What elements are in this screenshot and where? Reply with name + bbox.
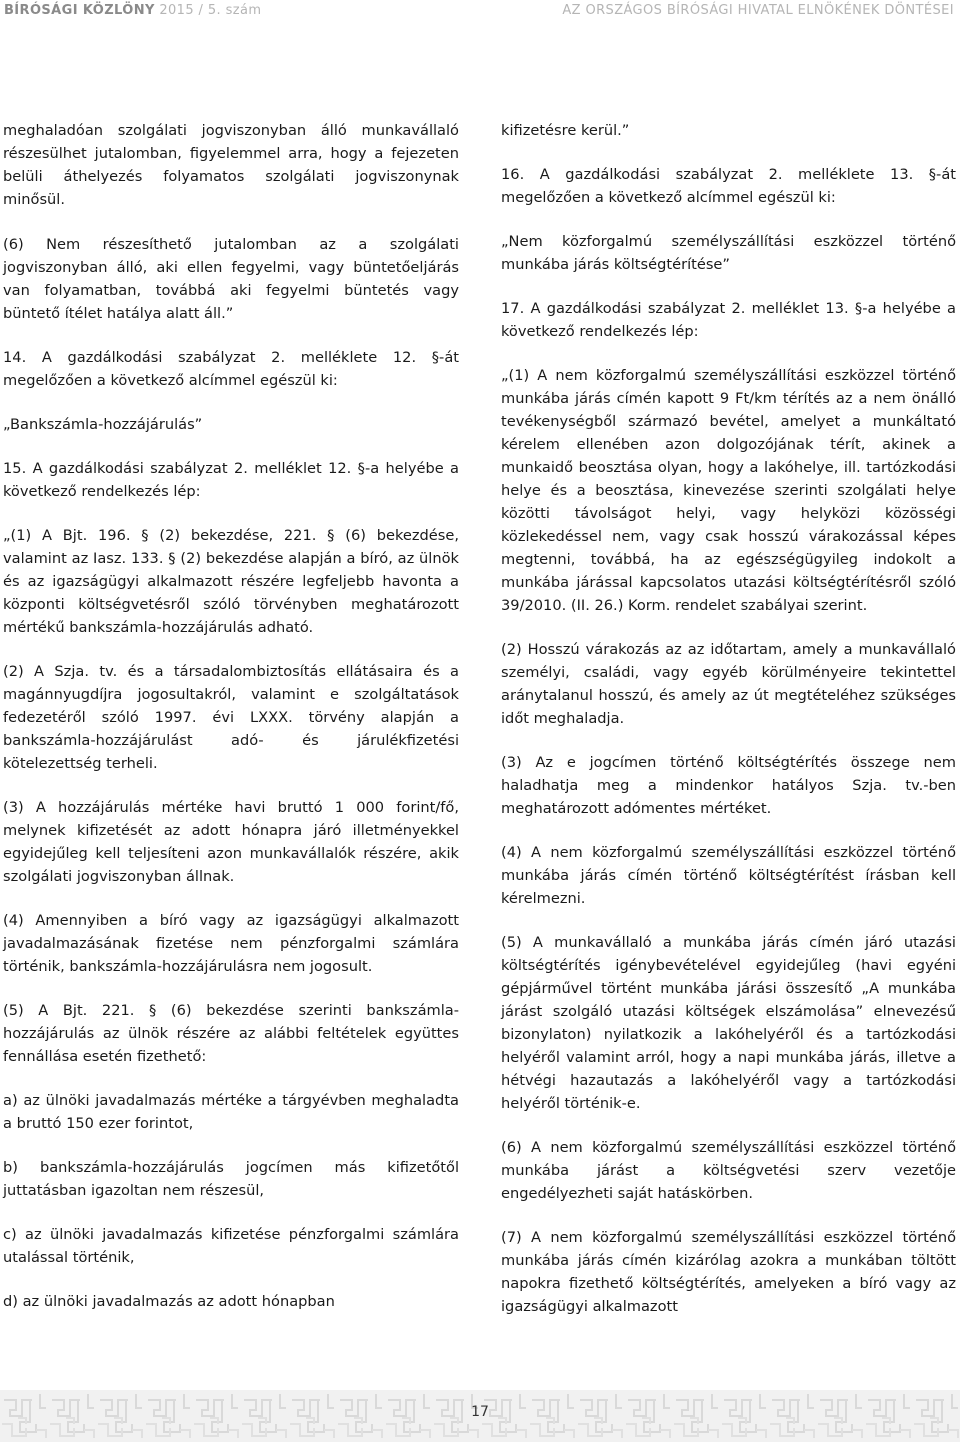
page-header — [0, 0, 960, 26]
paragraph: 16. A gazdálkodási szabályzat 2. melléklete 13. §-át megelőzően a következő alcímmel egészül ki: — [501, 166, 956, 206]
list-item: d) az ülnöki javadalmazás az adott hónapban — [3, 1293, 335, 1310]
list-item: c) az ülnöki javadalmazás kifizetése pénzforgalmi számlára utalással történik, — [3, 1226, 459, 1266]
paragraph: (4) Amennyiben a bíró vagy az igazságügyi alkalmazott javadalmazásának fizetése nem pénzforgalmi számlára történik, bankszámla-hozzájárulásra nem jogosult. — [3, 912, 459, 975]
paragraph: 15. A gazdálkodási szabályzat 2. melléklet 12. §-a helyébe a következő rendelkezés lép: — [3, 460, 459, 500]
issue-number: 2015 / 5. szám — [159, 3, 262, 18]
subheading: „Bankszámla-hozzájárulás” — [3, 416, 203, 433]
section-title: AZ ORSZÁGOS BÍRÓSÁGI HIVATAL ELNÖKÉNEK DÖNTÉSEI — [562, 3, 954, 18]
header-left — [4, 0, 261, 22]
paragraph: 14. A gazdálkodási szabályzat 2. melléklete 12. §-át megelőzően a következő alcímmel egészül ki: — [3, 349, 459, 389]
paragraph: (7) A nem közforgalmú személyszállítási eszközzel történő munkába járás címén kizárólag azokra a munkában töltött napokra fizethető költségtérítés, amelyeken a bíró vagy az igazságügyi alkalmazott — [501, 1229, 956, 1315]
subheading: „Nem közforgalmú személyszállítási eszközzel történő munkába járás költségtérítése” — [501, 233, 956, 273]
paragraph: (2) Hosszú várakozás az az időtartam, amely a munkavállaló személyi, családi, vagy egyéb körülményeire tekintettel aránytalanul hosszú, és amely az út megtételéhez szükséges időt meghaladja. — [501, 641, 956, 727]
paragraph: 17. A gazdálkodási szabályzat 2. melléklet 13. §-a helyébe a következő rendelkezés lép: — [501, 300, 956, 340]
paragraph: (6) Nem részesíthető jutalomban az a szolgálati jogviszonyban álló, aki ellen fegyelmi, vagy büntetőeljárás van folyamatban, továbbá aki fegyelmi büntetés vagy büntető ítélet hatálya alatt áll.” — [3, 236, 459, 322]
paragraph: (3) A hozzájárulás mértéke havi bruttó 1 000 forint/fő, melynek kifizetését az adott hónapra járó illetményekkel egyidejűleg kell teljesíteni azon munkavállalók részére, akik szolgálati jogviszonyban állnak. — [3, 799, 459, 885]
page-number: 17 — [471, 1404, 489, 1420]
paragraph: (5) A Bjt. 221. § (6) bekezdése szerinti bankszámla-hozzájárulás az ülnök részére az alábbi feltételek együttes fennállása esetén fizethető: — [3, 1002, 459, 1065]
paragraph: „(1) A Bjt. 196. § (2) bekezdése, 221. § (6) bekezdése, valamint az Iasz. 133. § (2) bekezdése alapján a bíró, az ülnök és az igazságügyi alkalmazott részére legfeljebb havonta a központi költségvetésről szóló törvényben meghatározott mértékű bankszámla-hozzájárulás adható. — [3, 527, 459, 636]
list-item: b) bankszámla-hozzájárulás jogcímen más kifizetőtől juttatásban igazoltan nem részesül, — [3, 1159, 459, 1199]
paragraph: (6) A nem közforgalmú személyszállítási eszközzel történő munkába járást a költségvetési szerv vezetője engedélyezheti saját hatáskörben. — [501, 1139, 956, 1202]
paragraph: meghaladóan szolgálati jogviszonyban álló munkavállaló részesülhet jutalomban, figyelemmel arra, hogy a fejezeten belüli áthelyezés folyamatos szolgálati jogviszonynak minősül. — [3, 122, 459, 208]
paragraph: (5) A munkavállaló a munkába járás címén járó utazási költségtérítés igénybevételével egyidejűleg (havi egyéni gépjárművel történt munkába járási összesítő „A munkába járást szolgáló utazási költségek elszámolása” elnevezésű bizonylaton) nyilatkozik a lakóhelyéről és a tartózkodási helyéről valamint arról, hogy a napi munkába járás, illetve a hétvégi hazautazás a lakóhelyéről vagy a tartózkodási helyéről történik-e. — [501, 934, 956, 1112]
left-column — [3, 119, 459, 1313]
paragraph: „(1) A nem közforgalmú személyszállítási eszközzel történő munkába járás címén kapott 9 Ft/km térítés az a nem önálló tevékenységből származó bevétel, amelyet a munkáltató kérelem ellenében azon dolgozójának térít, akinek a munkaidő beosztása olyan, hogy a lakóhelye, ill. tartózkodási helye és a beosztása, kinevezése szerinti szolgálati helye közötti távolságot helyi, vagy helyközi közösségi közlekedéssel nem, vagy csak hosszú várakozással képes megtenni, továbbá, ha az egészségügyileg indokolt a munkába járással kapcsolatos utazási költségtérítésről szóló 39/2010. (II. 26.) Korm. rendelet szabályai szerint. — [501, 367, 956, 614]
paragraph: kifizetésre kerül.” — [501, 122, 630, 139]
publication-title: BÍRÓSÁGI KÖZLÖNY — [4, 3, 155, 18]
paragraph: (4) A nem közforgalmú személyszállítási eszközzel történő munkába járás címén történő költségtérítést írásban kell kérelmezni. — [501, 844, 956, 907]
list-item: a) az ülnöki javadalmazás mértéke a tárgyévben meghaladta a bruttó 150 ezer forintot, — [3, 1092, 459, 1132]
paragraph: (3) Az e jogcímen történő költségtérítés összege nem haladhatja meg a mindenkor hatályos Szja. tv.-ben meghatározott adómentes mértéket. — [501, 754, 956, 817]
paragraph: (2) A Szja. tv. és a társadalombiztosítás ellátásaira és a magánnyugdíjra jogosultakról, valamint e szolgáltatások fedezetéről szóló 1997. évi LXXX. törvény alapján a bankszámla-hozzájárulást adó- és járulékfizetési kötelezettség terheli. — [3, 663, 459, 772]
right-column — [501, 119, 956, 1318]
